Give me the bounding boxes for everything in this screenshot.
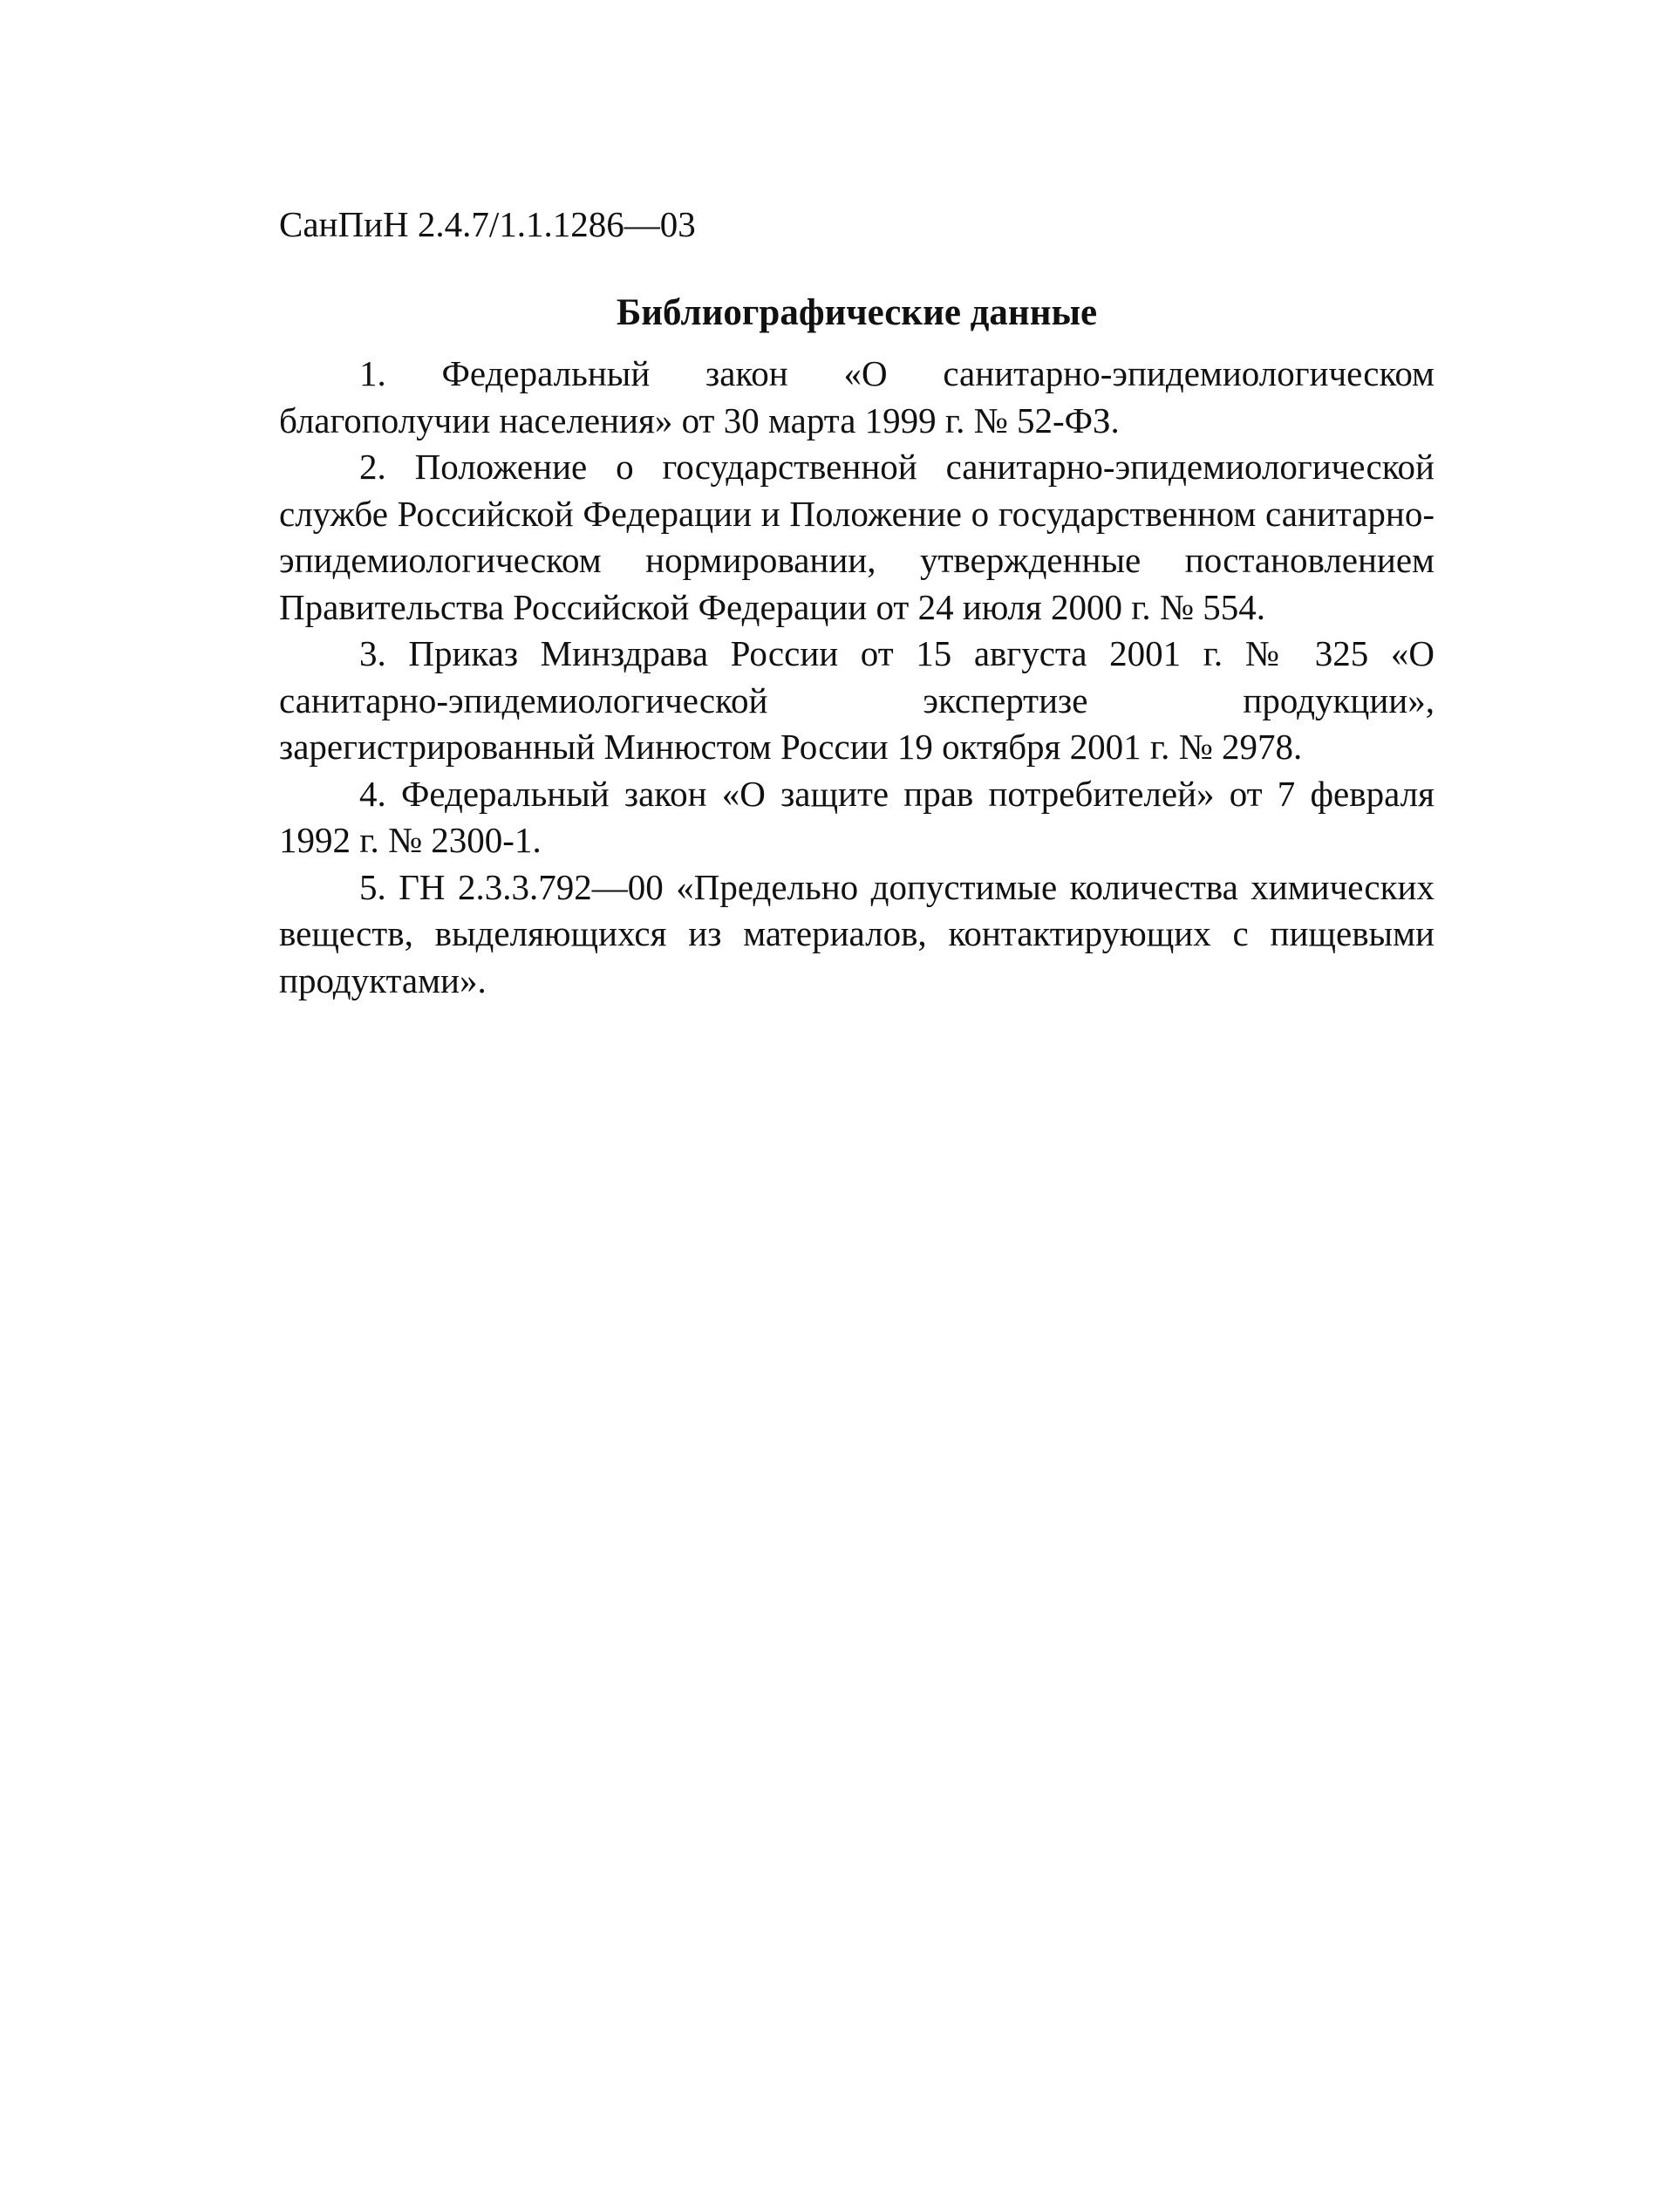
bibliography-section	[279, 288, 1435, 1004]
document-code-header: СанПиН 2.4.7/1.1.1286—03	[279, 204, 696, 244]
bibliography-item-3: 3. Приказ Минздрава России от 15 августа 2001 г. № 325 «О санитарно-эпидемиологической экспертизе продукции», зарегистрированный Минюстом России 19 октября 2001 г. № 2978.	[279, 633, 1435, 767]
bibliography-item-4: 4. Федеральный закон «О защите прав потребителей» от 7 февраля 1992 г. № 2300-1.	[279, 773, 1435, 860]
bibliography-item-5: 5. ГН 2.3.3.792—00 «Предельно допустимые количества химических веществ, выделяющихся из материалов, контактирующих с пищевыми продуктами».	[279, 866, 1435, 1000]
bibliography-item-2: 2. Положение о государственной санитарно-эпидемиологической службе Российской Федерации и Положение о государственном санитарно-эпидемиологическом нормировании, утвержденные постановлением Правительства Российской Федерации от 24 июля 2000 г. № 554.	[279, 447, 1435, 627]
bibliography-list	[279, 351, 1435, 1004]
bibliography-item-1: 1. Федеральный закон «О санитарно-эпидемиологическом благополучии населения» от 30 марта 1999 г. № 52-ФЗ.	[279, 353, 1435, 440]
bibliography-title: Библиографические данные	[616, 292, 1098, 333]
